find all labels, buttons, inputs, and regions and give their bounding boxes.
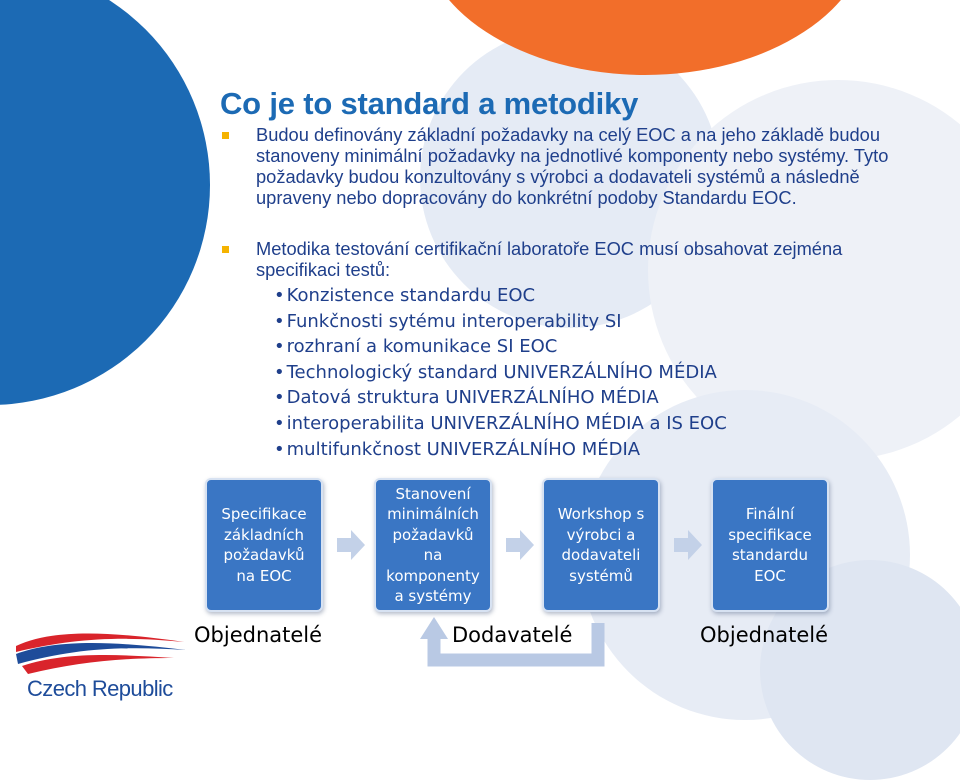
test-spec-list (274, 283, 727, 462)
process-step-label: Stanovení minimálních požadavků na komponenty a systémy (386, 484, 480, 605)
process-step-specification (205, 478, 323, 612)
role-label-clients: Objednatelé (700, 623, 829, 647)
list-item: • Technologický standard UNIVERZÁLNÍHO MÉDIA (274, 360, 727, 386)
bullet-square-icon (222, 132, 229, 139)
role-label-suppliers: Dodavatelé (452, 623, 573, 647)
role-label-clients: Objednatelé (194, 623, 323, 647)
process-step-label: Specifikace základních požadavků na EOC (221, 505, 307, 585)
list-item: • Funkčnosti sytému interoperability SI (274, 309, 727, 335)
logo-text: Czech Republic (27, 676, 173, 701)
process-step-workshop (542, 478, 660, 612)
process-step-label: Finální specifikace standardu EOC (728, 505, 812, 585)
arrow-right-icon (506, 530, 534, 560)
slide-title: Co je to standard a metodiky (220, 86, 639, 121)
list-item: • multifunkčnost UNIVERZÁLNÍHO MÉDIA (274, 437, 727, 463)
list-item: • Datová struktura UNIVERZÁLNÍHO MÉDIA (274, 385, 727, 411)
list-item: • Konzistence standardu EOC (274, 283, 727, 309)
arrow-right-icon (337, 530, 365, 560)
bullet-text: Budou definovány základní požadavky na celý EOC a na jeho základě budou stanoveny minimální požadavky na jednotlivé komponenty nebo systémy. Tyto požadavky budou konzultovány s výrobci a dodavateli systémů a následně upraveny nebo dopracovány do konkrétní podoby Standardu EOC. (256, 124, 889, 208)
list-item: • rozhraní a komunikace SI EOC (274, 334, 727, 360)
list-item: • interoperabilita UNIVERZÁLNÍHO MÉDIA a IS EOC (274, 411, 727, 437)
bullet-text: Metodika testování certifikační laboratoře EOC musí obsahovat zejména specifikaci testů: (256, 238, 843, 280)
bullet-square-icon (222, 246, 229, 253)
process-step-final-specification (711, 478, 829, 612)
process-step-minimum-requirements (374, 478, 492, 612)
czech-republic-logo-icon (14, 628, 189, 678)
process-step-label: Workshop s výrobci a dodavateli systémů (557, 505, 645, 585)
arrow-right-icon (674, 530, 702, 560)
